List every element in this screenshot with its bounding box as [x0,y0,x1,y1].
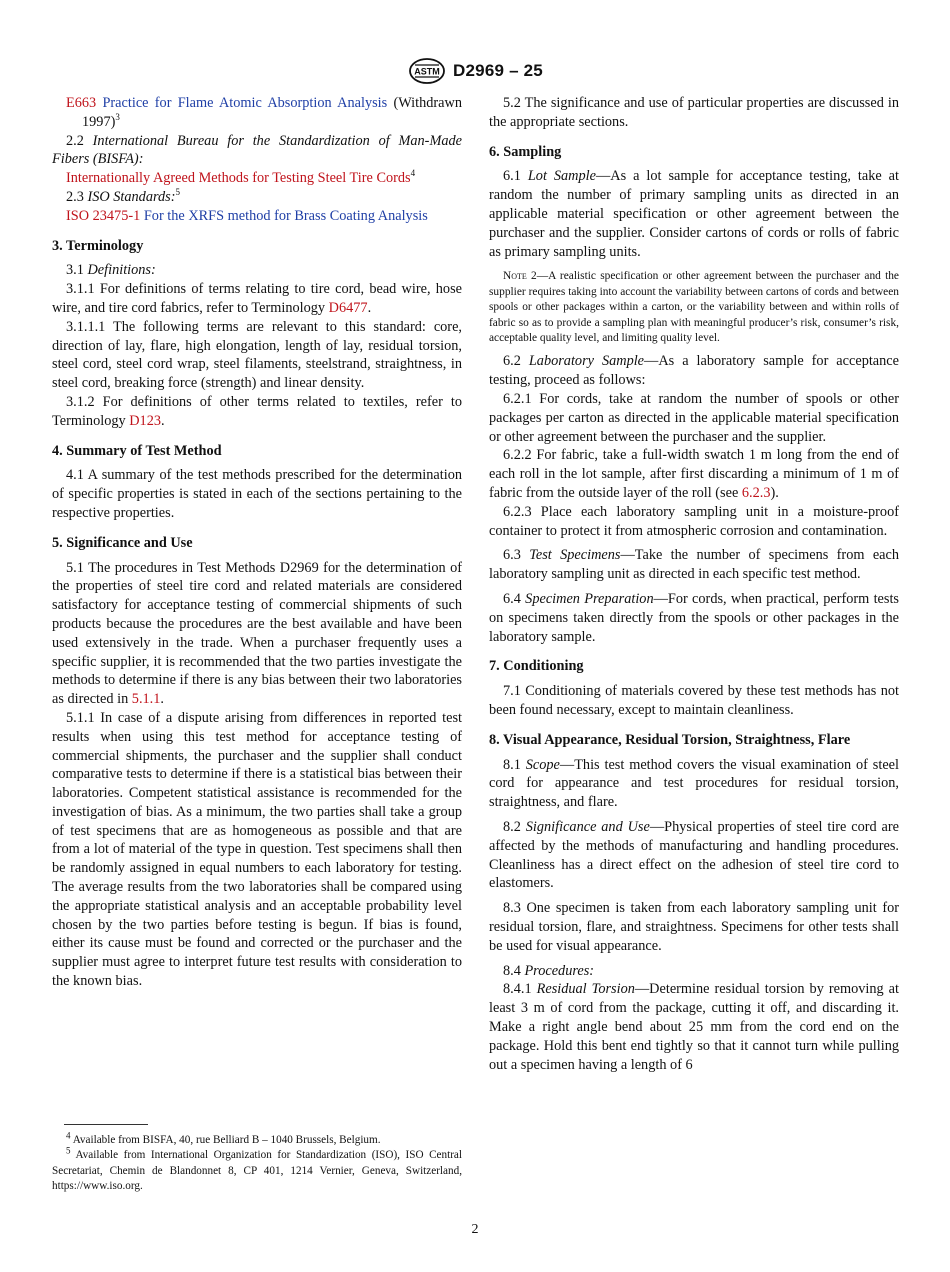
ref-link-5-1-1[interactable]: 5.1.1 [131,691,161,708]
section-3-1-1: 3.1.1 For definitions of terms relating to tire cord, bead wire, hose wire, and tire cord fabrics, refer to Terminology D6477. [52,281,462,316]
note-2: Note 2—A realistic specification or other agreement between the purchaser and the supplier requires taking into account the variability between cartons of cords and between spools or other packages within a carton, or the variability between and within rolls of fabric so as to provide a sampling plan with meaningful producer’s risk, consumer’s risk, acceptable quality level, and limiting quality level. [489,270,899,344]
document-designation: D2969 – 25 [453,61,543,80]
footnote-4: $^4$ Available from BISFA, 40, rue Belliard B – 1040 Brussels, Belgium. [66,1130,381,1146]
section-6-2-1: 6.2.1 For cords, take at random the number of spools or other packages per carton as directed in the applicable material specification or other agreement between the purchaser and the supplier. [489,391,899,445]
ref-link-6-2-3[interactable]: 6.2.3 [741,484,771,501]
section-8-4-1: 8.4.1 Residual Torsion—Determine residual torsion by removing at least 3 m of cord from the package, cutting it off, and discarding it. Make a right angle bend about 25 mm from the cord end on the package. Hold this bent end tightly so that it cannot turn while pulling out a specimen having a length of 6 [489,981,900,1073]
section-heading-8: 8. Visual Appearance, Residual Torsion, Straightness, Flare [489,731,851,748]
section-6-2-3: 6.2.3 Place each laboratory sampling unit in a moisture-proof container to protect it from atmospheric corrosion and contamination. [489,503,899,539]
section-heading-7: 7. Conditioning [489,658,584,675]
section-5-1: 5.1 The procedures in Test Methods D2969 for the determination of the properties of steel tire cord and related materials are considered satisfactory for acceptance testing of commercial shipments of such products because the procedures are the best available and have been used extensively in the trade. When a purchaser frequently uses a specific supplier, it is recommended that the two parties investigate the methods to determine if there is any bias between their two laboratories as directed in 5.1.1. [52,559,462,708]
section-4-1: 4.1 A summary of the test methods prescribed for the determination of specific properties is stated in each of the sections pertaining to the respective properties. [52,467,462,521]
section-6-2-2: 6.2.2 For fabric, take a full-width swatch 1 m long from the end of each roll in the lot sample, after first discarding a minimum of 1 m of fabric from the outside layer of the roll (see 6.2.3). [489,447,899,501]
ref-link-iso[interactable]: ISO 23475-1 [66,207,141,224]
page-header [0,56,950,91]
section-6-3: 6.3 Test Specimens—Take the number of specimens from each laboratory sampling unit as directed in each specific test method. [489,547,900,583]
left-column [52,94,462,991]
section-3-1: 3.1 Definitions: [66,262,156,279]
section-2-3: 2.3 ISO Standards:$^5$ [66,187,180,205]
footnotes [52,1130,463,1195]
section-heading-3: 3. Terminology [52,237,144,254]
section-5-1-1: 5.1.1 In case of a dispute arising from differences in reported test results when using this test method for acceptance testing of commercial shipments, the purchaser and the supplier shall conduct comparative tests to determine if there is a statistical bias between their laboratories. Competent statistical assistance is recommended for the investigation of bias. As a minimum, the two parties shall take a group of test specimens that are as homogeneous as possible and that are from a lot of material of the type in question. Test specimens shall then be randomly assigned in equal numbers to each laboratory for testing. The average results from the two laboratories shall be compared using the appropriate statistical analysis and an acceptable probability level chosen by the two parties before testing is begun. If bias is found, either its cause must be found and corrected or the purchaser and the supplier must agree to interpret future test results with consideration to the known bias. [52,709,462,990]
section-6-1: 6.1 Lot Sample—As a lot sample for acceptance testing, take at random the number of primary sampling units as directed in an applicable material specification or other agreement between the purchaser and the supplier. Consider cartons of cords or rolls of fabric as primary sampling units. [489,168,899,260]
section-heading-5: 5. Significance and Use [52,534,193,551]
reference-e663: E663 Practice for Flame Atomic Absorption Analysis (Withdrawn 1997)$^3$ [66,95,462,130]
ref-link-d123[interactable]: D123 [129,412,162,429]
section-3-1-2: 3.1.2 For definitions of other terms related to textiles, refer to Terminology D123. [52,393,462,429]
ref-link-d6477[interactable]: D6477 [328,299,368,316]
section-6-2: 6.2 Laboratory Sample—As a laboratory sample for acceptance testing, proceed as follows: [489,353,899,389]
ref-title-iso[interactable]: For the XRFS method for Brass Coating Analysis [143,207,428,224]
reference-bisfa: Internationally Agreed Methods for Testing Steel Tire Cords$^4$ [66,168,416,187]
section-8-4: 8.4 Procedures: [503,962,595,979]
ref-link-e663[interactable]: E663 [66,95,97,111]
section-8-2: 8.2 Significance and Use—Physical properties of steel tire cord are affected by the methods of manufacturing and handling procedures. Cleanliness has a direct effect on the adhesion of steel tire cord to elastomers. [489,818,899,892]
section-5-2: 5.2 The significance and use of particular properties are discussed in the appropriate sections. [489,95,899,130]
section-8-3: 8.3 One specimen is taken from each laboratory sampling unit for residual torsion, flare, and straightness. Specimens for other tests shall be used for visual appearance. [489,900,899,954]
section-heading-4: 4. Summary of Test Method [52,442,222,459]
right-column [489,94,899,1074]
footnote-rule [64,1124,148,1125]
section-heading-6: 6. Sampling [489,143,562,160]
section-7-1: 7.1 Conditioning of materials covered by these test methods has not been found necessary, except to maintain cleanliness. [489,683,899,718]
page-number: 2 [471,1222,479,1237]
reference-iso [52,207,462,226]
footnote-5: $^5$ Available from International Organization for Standardization (ISO), ISO Central Secretariat, Chemin de Blandonnet 8, CP 401, 1214 Vernier, Geneva, Switzerland, https://www.iso.org. [52,1145,463,1193]
section-6-4: 6.4 Specimen Preparation—For cords, when practical, perform tests on specimens taken directly from the spools or other packages in the laboratory sample. [489,590,899,645]
section-8-1: 8.1 Scope—This test method covers the visual examination of steel cord for appearance and test procedures for residual torsion, straightness, and flare. [489,756,899,811]
section-2-2: 2.2 International Bureau for the Standardization of Man-Made Fibers (BISFA): [52,132,462,168]
astm-logo-icon [407,56,447,86]
ref-title-e663[interactable]: Practice for Flame Atomic Absorption Analysis [102,95,388,111]
section-3-1-1-1: 3.1.1.1 The following terms are relevant to this standard: core, direction of lay, flare, high elongation, length of lay, residual torsion, steel cord, steel cord wrap, steel filaments, steelstrand, straightness, in steel cord, breaking force (strength) and linear density. [52,318,462,392]
svg-text:ASTM: ASTM [414,66,440,77]
ref-link-bisfa[interactable]: Internationally Agreed Methods for Testing Steel Tire Cords [66,170,411,187]
